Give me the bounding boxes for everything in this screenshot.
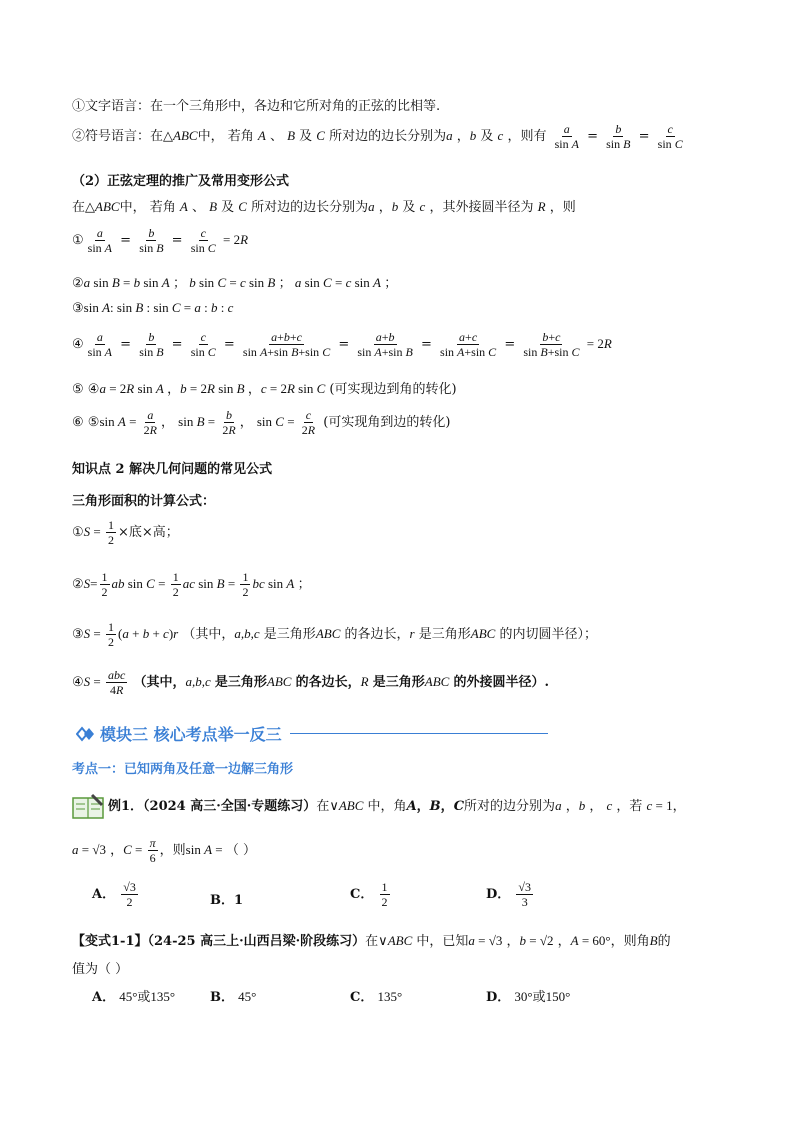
formula-1: ① $\frac{a}{\text{sin A}}$ = $\frac{b}{\text{sin B}}$ = $\frac{c}{\text{sin C}}$ = 2R bbox=[72, 226, 249, 255]
knowledge-point-2-heading bbox=[72, 458, 272, 477]
text: ，则 bbox=[549, 200, 576, 215]
text: 是三角形 bbox=[214, 675, 267, 690]
option-letter: A． bbox=[92, 887, 116, 902]
option-value: 45° bbox=[238, 989, 257, 1004]
text: 所对边的边长分别为 bbox=[251, 200, 369, 215]
formula-2: ②a sin B = b sin A ； b sin C = c sin B ； a sin C = c sin A ； bbox=[72, 275, 398, 291]
area-formula-title bbox=[72, 490, 215, 509]
example-1-line-1: 例1．（2024 高三·全国·专题练习）在∨ABC 中，角A，B，C所对的边分别为a ，b ， c ，若 c = 1， bbox=[108, 798, 686, 814]
variant-option-a[interactable] bbox=[92, 986, 175, 1005]
text: （其中， bbox=[133, 675, 186, 690]
option-value: 135° bbox=[377, 989, 403, 1004]
example-source: （2024 高三·全国·专题练习） bbox=[143, 799, 317, 814]
text: 底×高； bbox=[128, 525, 179, 540]
statement-text: ①文字语言：在一个三角形中，各边和它所对角的正弦的比相等. bbox=[72, 99, 441, 114]
module-header bbox=[76, 722, 548, 745]
text: （ ） bbox=[225, 843, 257, 858]
variant-option-c[interactable] bbox=[350, 986, 402, 1005]
option-letter: D． bbox=[486, 990, 511, 1005]
text: 的各边长， bbox=[344, 627, 410, 642]
text: ②符号语言：在 bbox=[72, 129, 164, 144]
heading-text: 知识点 2 解决几何问题的常见公式 bbox=[72, 462, 273, 477]
text: ，则角 bbox=[610, 934, 650, 949]
formula-4: ④ $\frac{a}{\text{sin A}}$ = $\frac{b}{\text{sin B}}$ = $\frac{c}{\text{sin C}}$ = $\frac{a+b+c}{\text{sin A+sin B+sin C}}$ = $\frac{a+b}{\text{sin A+sin B}}$ = $\frac{a+c}{\text{sin A+sin C}}$ = $\frac{b+c}{\text{sin B+sin C}}$ = 2R bbox=[72, 330, 612, 359]
text: （其中， bbox=[182, 627, 235, 642]
example-label: 例1． bbox=[108, 799, 144, 814]
kaodian-heading bbox=[72, 758, 293, 777]
law-of-sines-word-statement bbox=[72, 95, 440, 114]
area-formula-2: ②S= $\frac{1}{2}$ ab sin C = $\frac{1}{2}$ ac sin B = $\frac{1}{2}$ bc sin A ； bbox=[72, 570, 311, 599]
diamond-icon bbox=[76, 726, 96, 742]
text: 在 bbox=[72, 200, 86, 215]
text: 在 bbox=[365, 934, 379, 949]
text: ，其外接圆半径为 bbox=[429, 200, 534, 215]
variant-1-1-line-1: 【变式1-1】（24-25 高三上·山西吕梁·阶段练习）在∨ABC 中，已知a = √3 ，b = √2 ，A = 60°，则角B的 bbox=[72, 933, 671, 949]
variant-option-b[interactable] bbox=[210, 986, 256, 1005]
text: 所对边的边长分别为 bbox=[329, 129, 447, 144]
book-pen-icon bbox=[72, 792, 106, 820]
example-book-icon bbox=[72, 792, 106, 824]
text: 的外接圆半径）. bbox=[453, 675, 549, 690]
option-value: 30°或150° bbox=[514, 989, 571, 1004]
option-letter: D． bbox=[486, 887, 511, 902]
variant-label: 【变式1-1】 bbox=[72, 934, 148, 949]
option-letter: A． bbox=[92, 990, 116, 1005]
fraction: $\frac{c}{\text{sin C}}$ bbox=[657, 122, 683, 151]
fraction: $\frac{a}{\text{sin A}}$ bbox=[554, 122, 579, 151]
extended-law-intro: 在△ABC中， 若角 A 、 B 及 C 所对边的边长分别为a ，b 及 c ，其外接圆半径为 R ，则 bbox=[72, 199, 576, 215]
text: 值为（ ） bbox=[72, 962, 129, 977]
example-1-line-2: a = √3 ，C = $\frac{\pi}{6}$ ，则sin A = （ ） bbox=[72, 836, 257, 865]
text: 是三角形 bbox=[263, 627, 316, 642]
option-letter: C． bbox=[350, 887, 374, 902]
text: 中，已知 bbox=[416, 934, 469, 949]
note-text: (可实现角到边的转化) bbox=[323, 415, 451, 430]
text: 的 bbox=[657, 934, 671, 949]
module-rule bbox=[290, 733, 548, 734]
text: 的各边长， bbox=[295, 675, 361, 690]
kaodian-text: 考点一：已知两角及任意一边解三角形 bbox=[72, 762, 294, 777]
option-c[interactable]: C． $\frac{1}{2}$ bbox=[350, 880, 388, 909]
note-text: (可实现边到角的转化) bbox=[329, 382, 457, 397]
text: ，则 bbox=[159, 843, 186, 858]
option-b[interactable] bbox=[210, 889, 243, 908]
text: 的内切圆半径）； bbox=[499, 627, 597, 642]
option-letter: B．1 bbox=[210, 893, 244, 908]
option-letter: B． bbox=[210, 990, 234, 1005]
text: 是三角形 bbox=[372, 675, 425, 690]
variant-option-d[interactable] bbox=[486, 986, 570, 1005]
text: 所对的边分别为 bbox=[464, 799, 556, 814]
text: 中，角 bbox=[367, 799, 407, 814]
law-of-sines-symbolic-statement: ②符号语言：在△ABC中， 若角 A 、 B 及 C 所对边的边长分别为a ，b 及 c ，则有 $\frac{a}{\text{sin A}}$ = $\frac{b}{\text{sin B}}$ = $\frac{c}{\text{sin C}}$ bbox=[72, 122, 683, 151]
section-heading bbox=[72, 170, 289, 189]
option-d[interactable]: D． $\frac{√3}{3}$ bbox=[486, 880, 532, 909]
formula-6: ⑥ ⑤sin A = $\frac{a}{2R}$ ， sin B = $\frac{b}{2R}$ ， sin C = $\frac{c}{2R}$ (可实现角到边的转化) bbox=[72, 408, 451, 437]
text: 在 bbox=[316, 799, 330, 814]
text: 是三角形 bbox=[418, 627, 471, 642]
area-formula-1: ①S = $\frac{1}{2}$ ×底×高； bbox=[72, 518, 179, 547]
module-title: 模块三 核心考点举一反三 bbox=[100, 725, 282, 744]
text: ，则有 bbox=[507, 129, 547, 144]
area-formula-4: ④S = $\frac{\text{abc}}{4R}$ （其中，a,b,c 是三角形ABC 的各边长，R 是三角形ABC 的外接圆半径）. bbox=[72, 668, 549, 697]
formula-5: ⑤ ④a = 2R sin A ，b = 2R sin B ，c = 2R sin C (可实现边到角的转化) bbox=[72, 381, 457, 397]
option-a[interactable]: A． $\frac{√3}{2}$ bbox=[92, 880, 136, 909]
area-formula-3: ③S = $\frac{1}{2}$ (a + b + c)r （其中，a,b,c 是三角形ABC 的各边长，r 是三角形ABC 的内切圆半径）； bbox=[72, 620, 597, 649]
option-letter: C． bbox=[350, 990, 374, 1005]
formula-3: ③sin A: sin B : sin C = a : b : c bbox=[72, 300, 234, 316]
text: 中， 若角 bbox=[197, 129, 254, 144]
option-value: 45°或135° bbox=[119, 989, 176, 1004]
title-text: 三角形面积的计算公式： bbox=[72, 494, 216, 509]
variant-1-1-line-2 bbox=[72, 958, 128, 977]
fraction: $\frac{b}{\text{sin B}}$ bbox=[606, 122, 631, 151]
heading-text: （2）正弦定理的推广及常用变形公式 bbox=[72, 174, 290, 189]
text: 中， 若角 bbox=[119, 200, 176, 215]
variant-source: （24-25 高三上·山西吕梁·阶段练习） bbox=[147, 934, 366, 949]
